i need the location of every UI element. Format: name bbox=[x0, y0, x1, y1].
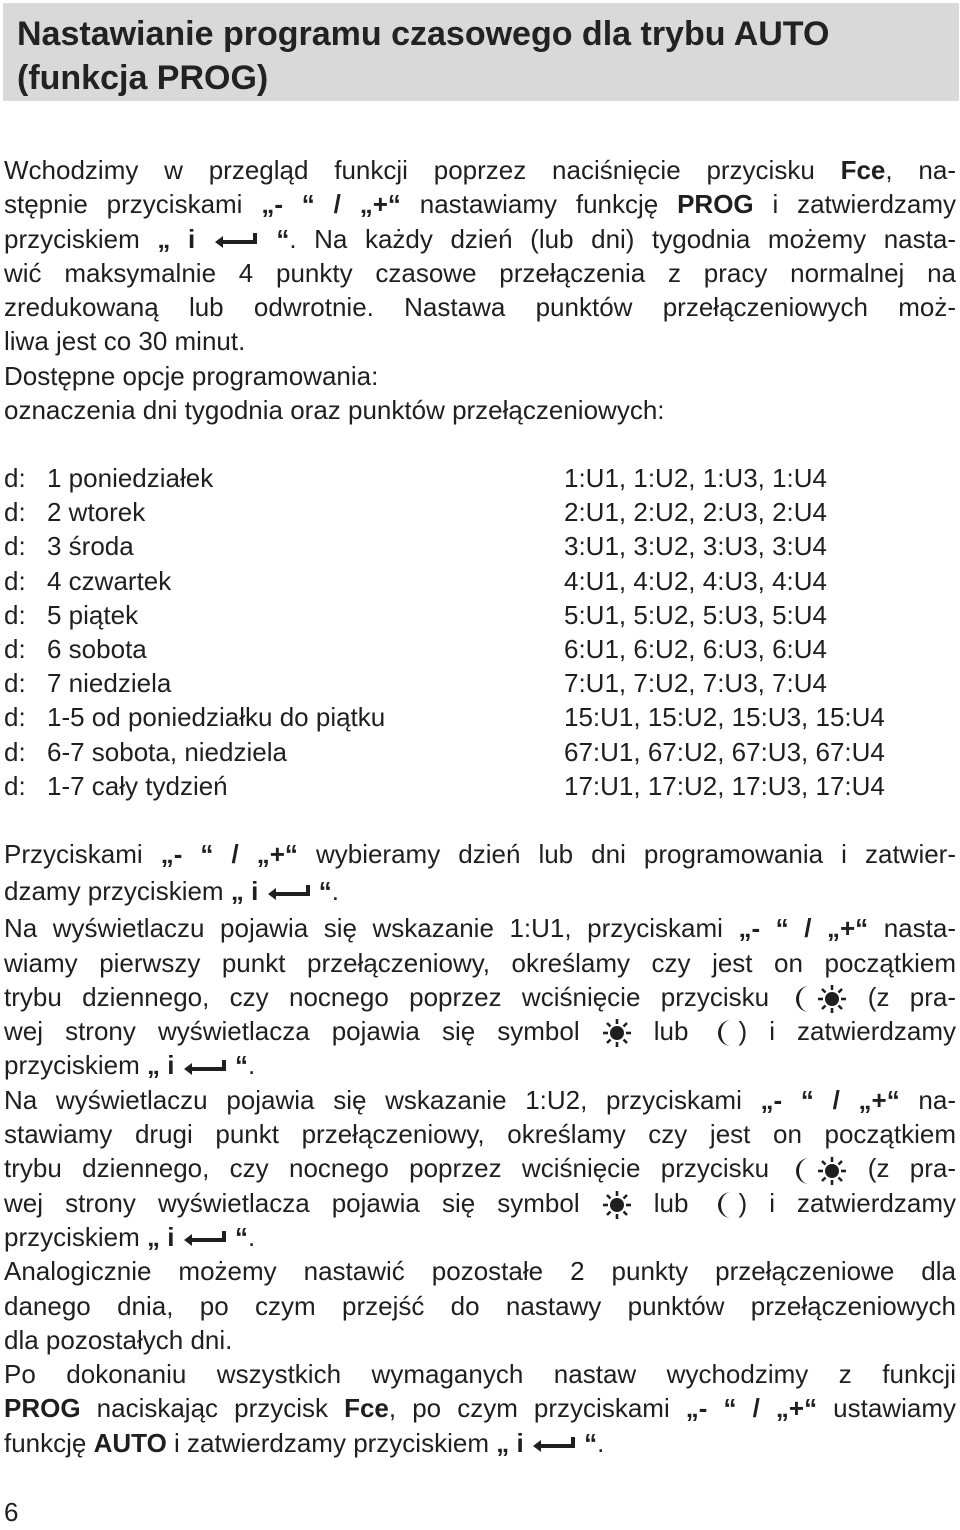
sun-icon bbox=[602, 1190, 632, 1220]
list-item: d: 3 środa 3:U1, 3:U2, 3:U3, 3:U4 bbox=[4, 531, 828, 562]
section-title-line-1: Nastawianie programu czasowego dla trybu AUTO bbox=[17, 15, 830, 53]
enter-key-symbol: „ i “ bbox=[147, 1221, 248, 1252]
sun-icon bbox=[817, 984, 847, 1014]
instructions-text bbox=[4, 837, 956, 1460]
enter-key-symbol: „ i “ bbox=[230, 876, 332, 907]
section-title-line-2: (funkcja PROG) bbox=[17, 59, 269, 97]
body-line: Na wyświetlaczu pojawia się wskazanie 1:U2, przyciskami „- “ / „+“ na- bbox=[4, 1084, 956, 1115]
page-number: 6 bbox=[4, 1497, 19, 1527]
day-code-list bbox=[4, 461, 956, 803]
moon-icon bbox=[711, 1190, 739, 1220]
options-heading: Dostępne opcje programowania: bbox=[4, 360, 379, 391]
list-item: d: 4 czwartek 4:U1, 4:U2, 4:U3, 4:U4 bbox=[4, 565, 828, 596]
plus-key-label: „+“ bbox=[359, 189, 401, 220]
intro-paragraph bbox=[4, 153, 956, 427]
enter-arrow-icon bbox=[213, 233, 259, 249]
intro-line: stępnie przyciskami „- “ / „+“ nastawiamy funkcję PROG i zatwierdzamy bbox=[4, 189, 957, 220]
enter-arrow-icon bbox=[266, 885, 312, 901]
body-line: wej strony wyświetlacza pojawia się symbol lub ) i zatwierdzamy bbox=[4, 1014, 956, 1048]
list-item: d: 5 piątek 5:U1, 5:U2, 5:U3, 5:U4 bbox=[4, 599, 828, 630]
sun-icon bbox=[817, 1156, 847, 1186]
body-line: funkcję AUTO i zatwierdzamy przyciskiem „ i “. bbox=[4, 1427, 605, 1458]
sun-icon bbox=[602, 1018, 632, 1048]
enter-arrow-icon bbox=[182, 1060, 228, 1076]
body-line: trybu dziennego, czy nocnego poprzez wciśnięcie przycisku (z pra- bbox=[4, 1151, 956, 1185]
list-item: d: 6 sobota 6:U1, 6:U2, 6:U3, 6:U4 bbox=[4, 633, 828, 664]
body-line: PROG naciskając przycisk Fce, po czym przyciskami „- “ / „+“ ustawiamy bbox=[4, 1393, 956, 1424]
intro-line: liwa jest co 30 minut. bbox=[4, 326, 246, 357]
moon-icon bbox=[789, 984, 817, 1014]
list-item: d: 2 wtorek 2:U1, 2:U2, 2:U3, 2:U4 bbox=[4, 497, 828, 528]
body-line: danego dnia, po czym przejść do nastawy punktów przełączeniowych bbox=[4, 1290, 956, 1321]
body-line: trybu dziennego, czy nocnego poprzez wciśnięcie przycisku (z pra- bbox=[4, 980, 956, 1014]
body-line: wej strony wyświetlacza pojawia się symbol lub ) i zatwierdzamy bbox=[4, 1186, 956, 1220]
enter-arrow-icon bbox=[182, 1231, 228, 1247]
body-line: Analogicznie możemy nastawić pozostałe 2 punkty przełączeniowe dla bbox=[4, 1256, 956, 1287]
body-line: przyciskiem „ i “. bbox=[4, 1221, 256, 1252]
body-line: Po dokonaniu wszystkich wymaganych nastaw wychodzimy z funkcji bbox=[4, 1359, 956, 1390]
body-line: Na wyświetlaczu pojawia się wskazanie 1:U1, przyciskami „- “ / „+“ nasta- bbox=[4, 913, 956, 944]
enter-key-symbol: „ i “ bbox=[147, 1050, 248, 1081]
intro-line: zredukowaną lub odwrotnie. Nastawa punktów przełączeniowych moż- bbox=[4, 292, 956, 323]
minus-key-label: „- “ bbox=[261, 189, 315, 220]
body-line: dla pozostałych dni. bbox=[4, 1324, 233, 1355]
body-line: dzamy przyciskiem „ i “. bbox=[4, 876, 339, 907]
list-item: d: 1-5 od poniedziałku do piątku 15:U1, 15:U2, 15:U3, 15:U4 bbox=[4, 702, 885, 733]
section-header bbox=[3, 3, 959, 101]
moon-icon bbox=[789, 1156, 817, 1186]
moon-icon bbox=[711, 1018, 739, 1048]
body-line: Przyciskami „- “ / „+“ wybieramy dzień lub dni programowania i zatwier- bbox=[4, 839, 956, 869]
list-item: d: 6-7 sobota, niedziela 67:U1, 67:U2, 67:U3, 67:U4 bbox=[4, 736, 885, 767]
body-line: przyciskiem „ i “. bbox=[4, 1050, 256, 1081]
list-item: d: 1-7 cały tydzień 17:U1, 17:U2, 17:U3, 17:U4 bbox=[4, 770, 885, 801]
list-item: d: 7 niedziela 7:U1, 7:U2, 7:U3, 7:U4 bbox=[4, 668, 828, 699]
intro-line: przyciskiem „ i “. Na każdy dzień (lub dni) tygodnia możemy nasta- bbox=[4, 223, 956, 254]
intro-line: wić maksymalnie 4 punkty czasowe przełączenia z pracy normalnej na bbox=[4, 257, 956, 288]
body-line: stawiamy drugi punkt przełączeniowy, określamy czy jest on początkiem bbox=[4, 1119, 956, 1150]
options-subheading: oznaczenia dni tygodnia oraz punktów przełączeniowych: bbox=[4, 395, 665, 426]
list-item: d: 1 poniedziałek 1:U1, 1:U2, 1:U3, 1:U4 bbox=[4, 463, 828, 493]
enter-key-symbol: „ i “ bbox=[157, 223, 290, 254]
body-line: wiamy pierwszy punkt przełączeniowy, określamy czy jest on początkiem bbox=[4, 947, 956, 978]
enter-arrow-icon bbox=[531, 1437, 577, 1453]
enter-key-symbol: „ i “ bbox=[496, 1427, 598, 1458]
intro-line: Wchodzimy w przegląd funkcji poprzez naciśnięcie przycisku Fce, na- bbox=[4, 155, 956, 185]
